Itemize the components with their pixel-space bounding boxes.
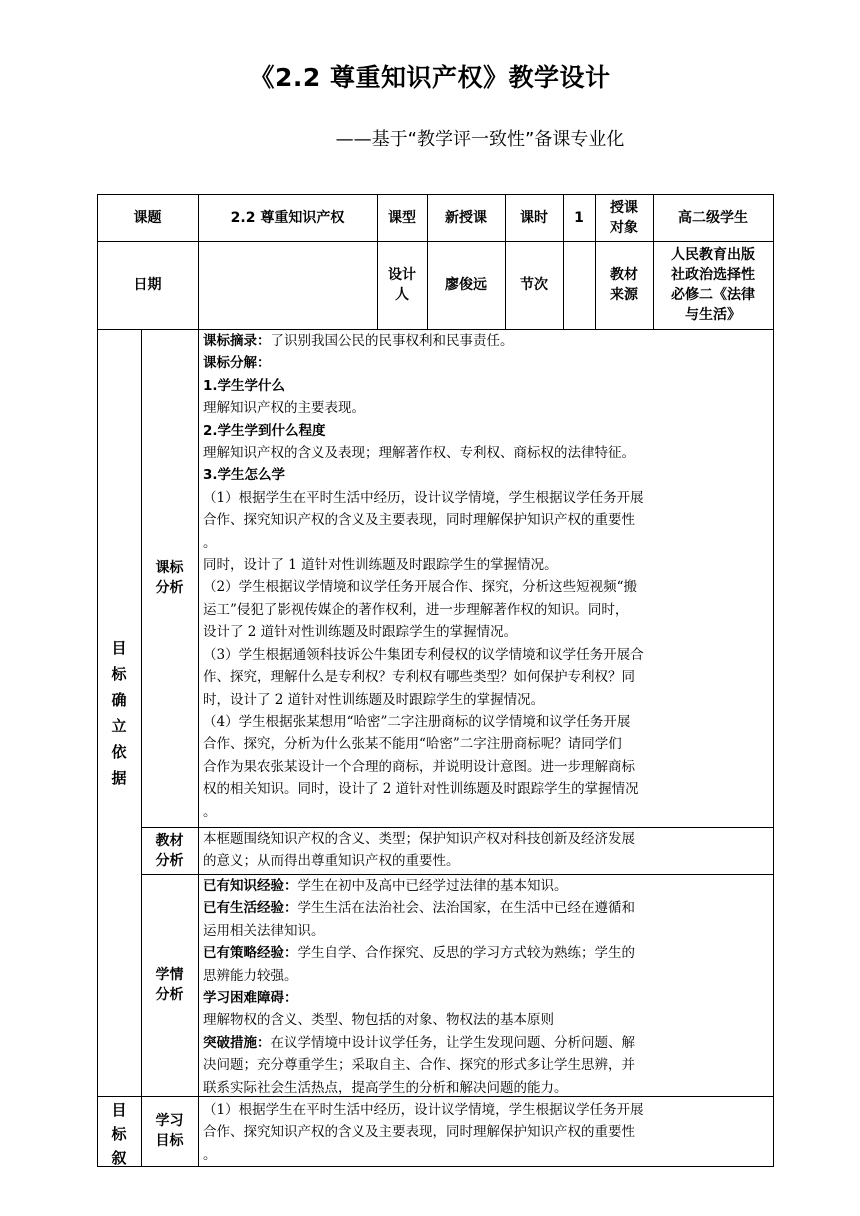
learning-objectives-content — [203, 1099, 769, 1166]
table-rule — [773, 194, 774, 1167]
designer-label: 设计 人 — [388, 267, 416, 303]
text-line — [203, 897, 769, 919]
session-label: 节次 — [520, 277, 548, 293]
text-line-body: 设计了 2 道针对性训练题及时跟踪学生的掌握情况。 — [203, 624, 518, 641]
text-line — [203, 330, 769, 352]
text-line-body: 了识别我国公民的民事权利和民事责任。 — [270, 333, 514, 349]
text-line-body: 学生自学、合作探究、反思的学习方式较为熟练；学生的 — [297, 945, 635, 962]
learning-objectives-label: 学习 目标 — [155, 1113, 184, 1149]
text-line — [203, 1009, 769, 1031]
text-line — [203, 621, 769, 643]
audience-value: 高二级学生 — [678, 209, 748, 226]
section-basis-label: 目 标 确 立 依 据 — [111, 638, 127, 787]
designer-value: 廖俊远 — [445, 277, 487, 293]
text-line-body: 思辨能力较强。 — [203, 967, 298, 984]
text-line — [203, 711, 769, 733]
text-line-body: 权的相关知识。同时，设计了 2 道针对性训练题及时跟踪学生的掌握情况 — [203, 781, 639, 798]
date-value — [198, 241, 377, 329]
curriculum-analysis-content — [203, 330, 769, 823]
text-line-body: 联系实际社会生活热点，提高学生的分析和解决问题的能力。 — [203, 1079, 568, 1096]
text-line — [203, 644, 769, 666]
text-line-heading: 已有策略经验： — [203, 945, 298, 962]
text-line-body: 同时，设计了 1 道针对性训练题及时跟踪学生的掌握情况。 — [203, 557, 558, 574]
text-line — [203, 599, 769, 621]
table-rule — [198, 329, 199, 1167]
text-line-body: 合作、探究知识产权的含义及主要表现，同时理解保护知识产权的重要性 — [203, 1124, 635, 1141]
text-line — [203, 920, 769, 942]
text-line-heading: 学习困难障碍： — [203, 990, 298, 1007]
text-line-body: 学生在初中及高中已经学过法律的基本知识。 — [297, 878, 568, 894]
text-line-body: 本框题围绕知识产权的含义、类型；保护知识产权对科技创新及经济发展 — [203, 831, 635, 847]
text-line-body: 理解知识产权的含义及表现；理解著作权、专利权、商标权的法律特征。 — [203, 445, 635, 462]
text-line — [203, 689, 769, 711]
text-line-body: 合作、探究，分析为什么张某不能用“哈密”二字注册商标呢？请同学们 — [203, 736, 622, 753]
date-label: 日期 — [133, 277, 162, 293]
text-line — [203, 420, 769, 442]
text-line-body: 合作、探究知识产权的含义及主要表现，同时理解保护知识产权的重要性 — [203, 512, 635, 529]
text-line-body: 。 — [203, 534, 217, 551]
text-line — [203, 1054, 769, 1076]
page-title: 《2.2 尊重知识产权》教学设计 — [249, 63, 611, 92]
text-line — [203, 352, 769, 374]
text-line-body: 时，设计了 2 道针对性训练题及时跟踪学生的掌握情况。 — [203, 691, 545, 708]
text-line — [203, 532, 769, 554]
text-line — [203, 965, 769, 987]
text-line — [203, 801, 769, 823]
text-line — [203, 666, 769, 688]
text-line — [203, 875, 769, 897]
text-line-body: 学生生活在法治社会、法治国家，在生活中已经在遵循和 — [297, 900, 635, 917]
text-line-heading: 突破措施： — [203, 1034, 271, 1051]
text-line-body: 运工”侵犯了影视传媒企的著作权利，进一步理解著作权的知识。同时， — [203, 601, 629, 618]
text-line — [203, 554, 769, 576]
text-line — [203, 778, 769, 800]
text-line — [203, 397, 769, 419]
text-line-body: 理解物权的含义、类型、物包括的对象、物权法的基本原则 — [203, 1012, 554, 1029]
text-line-body: 的意义；从而得出尊重知识产权的重要性。 — [203, 853, 460, 870]
text-line-body: 运用相关法律知识。 — [203, 922, 325, 939]
period-label: 课时 — [520, 209, 548, 226]
text-line — [203, 1099, 769, 1121]
text-line-body: 理解知识产权的主要表现。 — [203, 400, 365, 417]
text-line-heading: 课标摘录： — [203, 333, 271, 349]
text-line-heading: 3.学生怎么学 — [203, 467, 286, 484]
topic-label: 课题 — [133, 209, 162, 226]
audience-label: 授课 对象 — [610, 199, 638, 236]
text-line-body: （3）学生根据通领科技诉公牛集团专利侵权的议学情境和议学任务开展合 — [203, 646, 644, 663]
text-line-heading: 1.学生学什么 — [203, 377, 286, 394]
section-goals-label: 目 标 叙 — [111, 1101, 127, 1167]
textbook-analysis-label: 教材 分析 — [155, 832, 184, 869]
learner-analysis-label: 学情 分析 — [155, 967, 184, 1003]
learner-analysis-content — [203, 875, 769, 1099]
text-line-body: 。 — [203, 803, 217, 820]
text-line-body: 决问题；充分尊重学生；采取自主、合作、探究的形式多让学生思辨，并 — [203, 1057, 635, 1074]
text-line — [203, 850, 769, 872]
type-value: 新授课 — [445, 209, 487, 226]
text-line — [203, 576, 769, 598]
text-line-body: （2）学生根据议学情境和议学任务开展合作、探究，分析这些短视频“搬 — [203, 579, 637, 596]
text-line — [203, 987, 769, 1009]
text-line-body: （4）学生根据张某想用“哈密”二字注册商标的议学情境和议学任务开展 — [203, 713, 631, 730]
text-line — [203, 442, 769, 464]
text-line — [203, 756, 769, 778]
text-line — [203, 375, 769, 397]
text-line — [203, 942, 769, 964]
source-value: 人民教育出版 社政治选择性 必修二《法律 与生活》 — [671, 247, 755, 323]
text-line — [203, 487, 769, 509]
text-line — [203, 828, 769, 850]
page-subtitle: ——基于“教学评一致性”备课专业化 — [335, 129, 625, 150]
curriculum-analysis-label: 课标 分析 — [155, 560, 184, 596]
text-line-heading: 已有知识经验： — [203, 878, 298, 894]
text-line-body: 合作为果农张某设计一个合理的商标，并说明设计意图。进一步理解商标 — [203, 758, 635, 775]
text-line — [203, 1144, 769, 1166]
period-value: 1 — [574, 209, 584, 226]
text-line — [203, 464, 769, 486]
text-line-heading: 已有生活经验： — [203, 900, 298, 917]
text-line-body: （1）根据学生在平时生活中经历，设计议学情境，学生根据议学任务开展 — [203, 1102, 644, 1118]
text-line — [203, 1121, 769, 1143]
text-line — [203, 1077, 769, 1099]
text-line-heading: 2.学生学到什么程度 — [203, 422, 326, 439]
topic-value: 2.2 尊重知识产权 — [230, 209, 345, 226]
source-label: 教材 来源 — [610, 267, 638, 303]
session-value — [563, 241, 595, 329]
text-line — [203, 733, 769, 755]
type-label: 课型 — [388, 209, 416, 226]
textbook-analysis-content — [203, 828, 769, 873]
text-line — [203, 509, 769, 531]
text-line-body: 。 — [203, 1146, 217, 1163]
text-line-body: （1）根据学生在平时生活中经历，设计议学情境，学生根据议学任务开展 — [203, 489, 644, 506]
text-line-body: 在议学情境中设计议学任务，让学生发现问题、分析问题、解 — [270, 1034, 635, 1051]
text-line-body: 作、探究，理解什么是专利权？专利权有哪些类型？如何保护专利权？同 — [203, 669, 635, 686]
text-line-heading: 课标分解： — [203, 355, 271, 372]
text-line — [203, 1032, 769, 1054]
